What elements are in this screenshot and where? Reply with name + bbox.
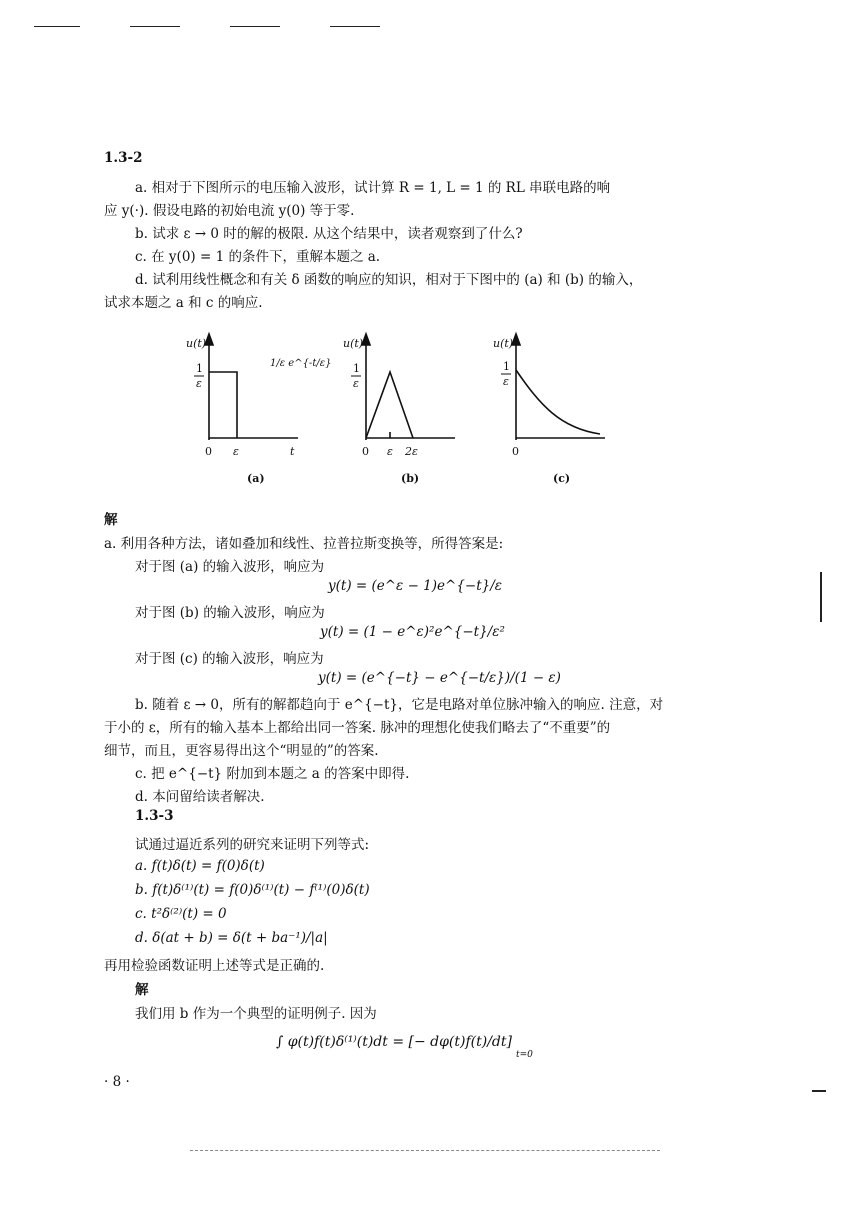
fig-c-ylabel: u(t) — [493, 337, 514, 350]
margin-mark-right-1 — [820, 572, 822, 622]
identity-c: c. t²δ⁽²⁾(t) = 0 — [135, 906, 227, 922]
figure-waveforms — [0, 0, 868, 500]
fig-a-pulse — [209, 372, 237, 438]
fig-b-one: 1 — [353, 362, 360, 375]
fig-b-t1: ε — [387, 445, 393, 458]
equation-c: y(t) = (e^{−t} − e^{−t/ε})/(1 − ε) — [318, 670, 561, 686]
solution-heading-1: 解 — [104, 512, 118, 528]
problem-d-line1: d. 试利用线性概念和有关 δ 函数的响应的知识，相对于下图中的 (a) 和 (b) 的输入， — [135, 272, 643, 288]
problem-c: c. 在 y(0) = 1 的条件下，重解本题之 a. — [135, 249, 381, 265]
fig-a-caption: (a) — [247, 472, 265, 485]
section-1-3-3-intro: 试通过逼近系列的研究来证明下列等式: — [135, 837, 370, 853]
identity-b: b. f(t)δ⁽¹⁾(t) = f(0)δ⁽¹⁾(t) − f⁽¹⁾(0)δ(t) — [135, 882, 370, 898]
solution-2-text: 我们用 b 作为一个典型的证明例子. 因为 — [135, 1006, 377, 1022]
equation-b: y(t) = (1 − e^ε)²e^{−t}/ε² — [320, 624, 505, 640]
fig-c-eps: ε — [503, 375, 509, 388]
fig-a-eps: ε — [196, 377, 202, 390]
fig-c-caption: (c) — [553, 472, 571, 485]
identity-d: d. δ(at + b) = δ(t + ba⁻¹)/|a| — [135, 930, 328, 946]
bottom-rule — [190, 1150, 660, 1151]
solution-c: c. 把 e^{−t} 附加到本题之 a 的答案中即得. — [135, 766, 410, 782]
section-heading-1-3-2: 1.3-2 — [104, 150, 143, 166]
solution-fig-a-label: 对于图 (a) 的输入波形，响应为 — [135, 559, 325, 575]
problem-d-line2: 试求本题之 a 和 c 的响应. — [104, 295, 263, 311]
integral-equation-subscript: t=0 — [516, 1050, 533, 1060]
solution-b-line2: 于小的 ε，所有的输入基本上都给出同一答案. 脉冲的理想化使我们略去了“不重要”的 — [104, 720, 611, 736]
section-heading-1-3-3: 1.3-3 — [135, 808, 174, 824]
fig-b-t2: 2ε — [405, 445, 418, 458]
fig-c-y-arrow — [512, 334, 520, 345]
page-number: · 8 · — [104, 1074, 130, 1090]
fig-a-ylabel: u(t) — [186, 337, 207, 350]
fig-b-triangle — [366, 372, 413, 438]
fig-a-y-arrow — [205, 334, 213, 345]
solution-heading-2: 解 — [135, 982, 149, 998]
identity-a: a. f(t)δ(t) = f(0)δ(t) — [135, 858, 265, 874]
solution-b-line1: b. 随着 ε → 0，所有的解都趋向于 e^{−t}，它是电路对单位脉冲输入的响应. 注意，对 — [135, 697, 664, 713]
fig-b-caption: (b) — [401, 472, 420, 485]
fig-a-one: 1 — [196, 362, 203, 375]
fig-c-decay — [516, 370, 600, 434]
problem-b: b. 试求 ε → 0 时的解的极限. 从这个结果中，读者观察到了什么? — [135, 226, 523, 242]
solution-b-line3: 细节，而且，更容易得出这个“明显的”的答案. — [104, 743, 379, 759]
fig-a-curve-label: 1/ε e^{-t/ε} — [270, 358, 332, 369]
fig-a-t2: t — [290, 445, 295, 458]
fig-c-t0: 0 — [512, 445, 519, 458]
solution-fig-b-label: 对于图 (b) 的输入波形，响应为 — [135, 605, 325, 621]
fig-a-t1: ε — [233, 445, 239, 458]
fig-a-t0: 0 — [205, 445, 212, 458]
equation-a: y(t) = (e^ε − 1)e^{−t}/ε — [328, 578, 503, 594]
solution-fig-c-label: 对于图 (c) 的输入波形，响应为 — [135, 651, 324, 667]
fig-b-eps: ε — [353, 377, 359, 390]
fig-c-one: 1 — [503, 360, 510, 373]
problem-a-line2: 应 y(·). 假设电路的初始电流 y(0) 等于零. — [104, 203, 355, 219]
solution-a-intro: a. 利用各种方法，诸如叠加和线性、拉普拉斯变换等，所得答案是: — [104, 536, 504, 552]
solution-d: d. 本问留给读者解决. — [135, 789, 265, 805]
fig-b-y-arrow — [362, 334, 370, 345]
margin-mark-right-2 — [812, 1090, 826, 1092]
integral-equation: ∫ φ(t)f(t)δ⁽¹⁾(t)dt = [− dφ(t)f(t)/dt] — [276, 1034, 512, 1050]
fig-b-ylabel: u(t) — [343, 337, 364, 350]
problem-a-line1: a. 相对于下图所示的电压输入波形，试计算 R = 1, L = 1 的 RL 串联电路的响 — [135, 180, 611, 196]
section-1-3-3-outro: 再用检验函数证明上述等式是正确的. — [104, 958, 325, 974]
fig-b-t0: 0 — [362, 445, 369, 458]
